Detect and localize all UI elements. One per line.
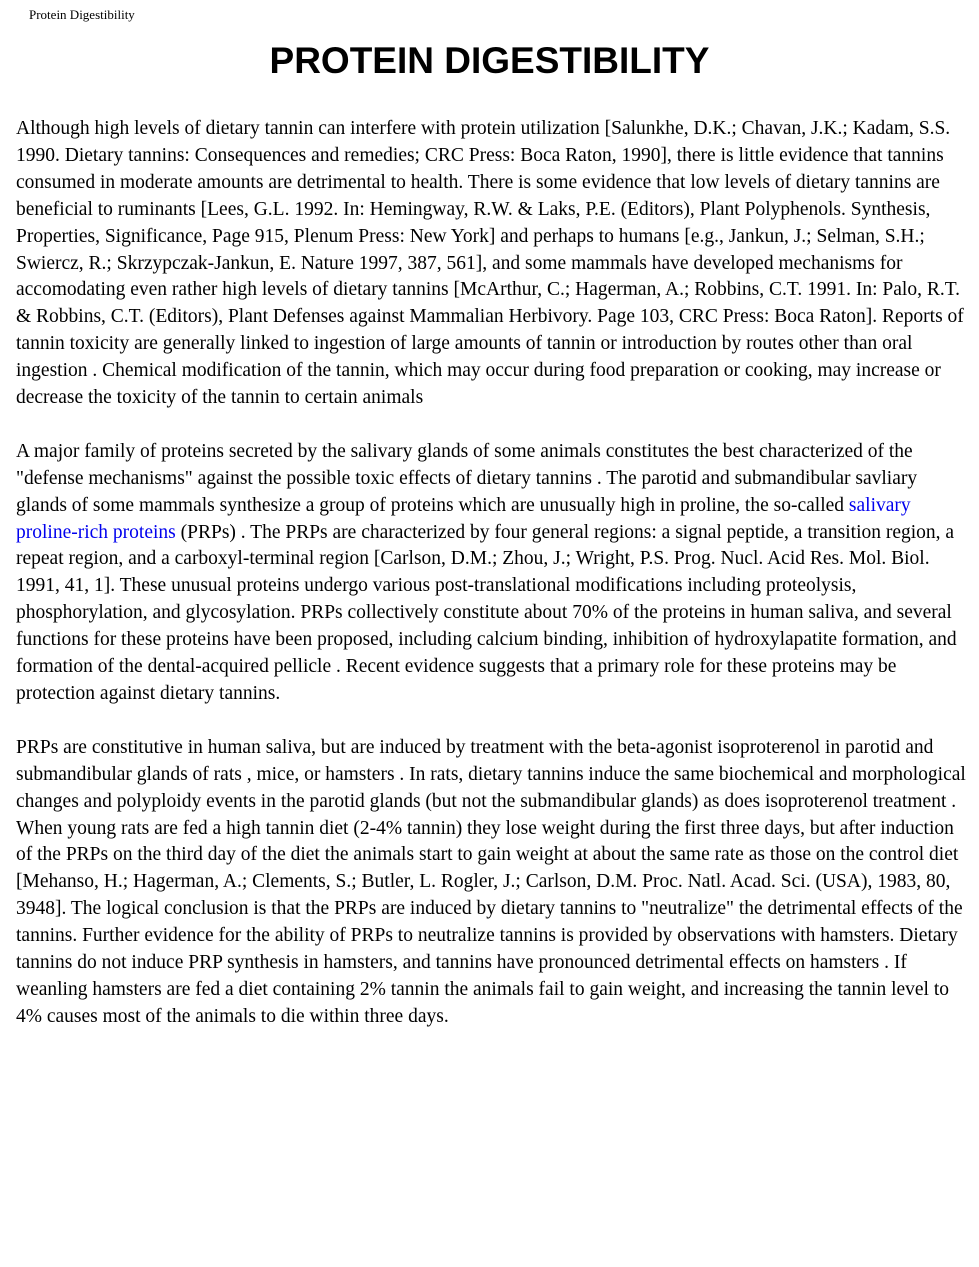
paragraph-text-after-link: (PRPs) . The PRPs are characterized by four general regions: a signal peptide, a transition region, a repeat region, and a carboxyl-terminal region [Carlson, D.M.; Zhou, J.; Wright, P.S. Prog. Nucl. Acid Res. Mol. Biol. 1991, 41, 1]. These unusual proteins undergo various post-translational modifications including proteolysis, phosphorylation, and glycosylation. PRPs collectively constitute about 70% of the proteins in human saliva, and several functions for these proteins have been proposed, including calcium binding, inhibition of hydroxylapatite formation, and formation of the dental-acquired pellicle . Recent evidence suggests that a primary role for these proteins may be protection against dietary tannins. xyxy=(16,521,957,705)
page-title: PROTEIN DIGESTIBILITY xyxy=(269,40,710,81)
article-body xyxy=(16,116,966,1058)
paragraph-salivary-prps xyxy=(16,439,966,708)
paragraph-tannin-effects: Although high levels of dietary tannin can interfere with protein utilization [Salunkhe, D.K.; Chavan, J.K.; Kadam, S.S. 1990. Dietary tannins: Consequences and remedies; CRC Press: Boca Raton, 1990], there is little evidence that tannins consumed in moderate amounts are detrimental to health. There is some evidence that low levels of dietary tannins are beneficial to ruminants [Lees, G.L. 1992. In: Hemingway, R.W. & Laks, P.E. (Editors), Plant Polyphenols. Synthesis, Properties, Significance, Page 915, Plenum Press: New York] and perhaps to humans [e.g., Jankun, J.; Selman, S.H.; Swiercz, R.; Skrzypczak-Jankun, E. Nature 1997, 387, 561], and some mammals have developed mechanisms for accomodating even rather high levels of dietary tannins [McArthur, C.; Hagerman, A.; Robbins, C.T. 1991. In: Palo, R.T. & Robbins, C.T. (Editors), Plant Defenses against Mammalian Herbivory. Page 103, CRC Press: Boca Raton]. Reports of tannin toxicity are generally linked to ingestion of large amounts of tannin or introduction by routes other than oral ingestion . Chemical modification of the tannin, which may occur during food preparation or cooking, may increase or decrease the toxicity of the tannin to certain animals xyxy=(16,118,964,409)
running-header: Protein Digestibility xyxy=(29,7,135,22)
salivary-proline-rich-proteins-link[interactable]: salivary proline-rich proteins xyxy=(16,494,911,543)
paragraph-prp-induction: PRPs are constitutive in human saliva, but are induced by treatment with the beta-agonist isoproterenol in parotid and submandibular glands of rats , mice, or hamsters . In rats, dietary tannins induce the same biochemical and morphological changes and polyploidy events in the parotid glands (but not the submandibular glands) as does isoproterenol treatment . When young rats are fed a high tannin diet (2-4% tannin) they lose weight during the first three days, but after induction of the PRPs on the third day of the diet the animals start to gain weight at about the same rate as those on the control diet [Mehanso, H.; Hagerman, A.; Clements, S.; Butler, L. Rogler, J.; Carlson, D.M. Proc. Natl. Acad. Sci. (USA), 1983, 80, 3948]. The logical conclusion is that the PRPs are induced by dietary tannins to "neutralize" the detrimental effects of the tannins. Further evidence for the ability of PRPs to neutralize tannins is provided by observations with hamsters. Dietary tannins do not induce PRP synthesis in hamsters, and tannins have pronounced detrimental effects on hamsters . If weanling hamsters are fed a diet containing 2% tannin the animals fail to gain weight, and increasing the tannin level to 4% causes most of the animals to die within three days. xyxy=(16,736,966,1027)
paragraph-text-before-link: A major family of proteins secreted by the salivary glands of some animals constitutes the best characterized of the "defense mechanisms" against the possible toxic effects of dietary tannins . The parotid and submandibular savliary glands of some mammals synthesize a group of proteins which are unusually high in proline, the so-called xyxy=(16,440,918,516)
